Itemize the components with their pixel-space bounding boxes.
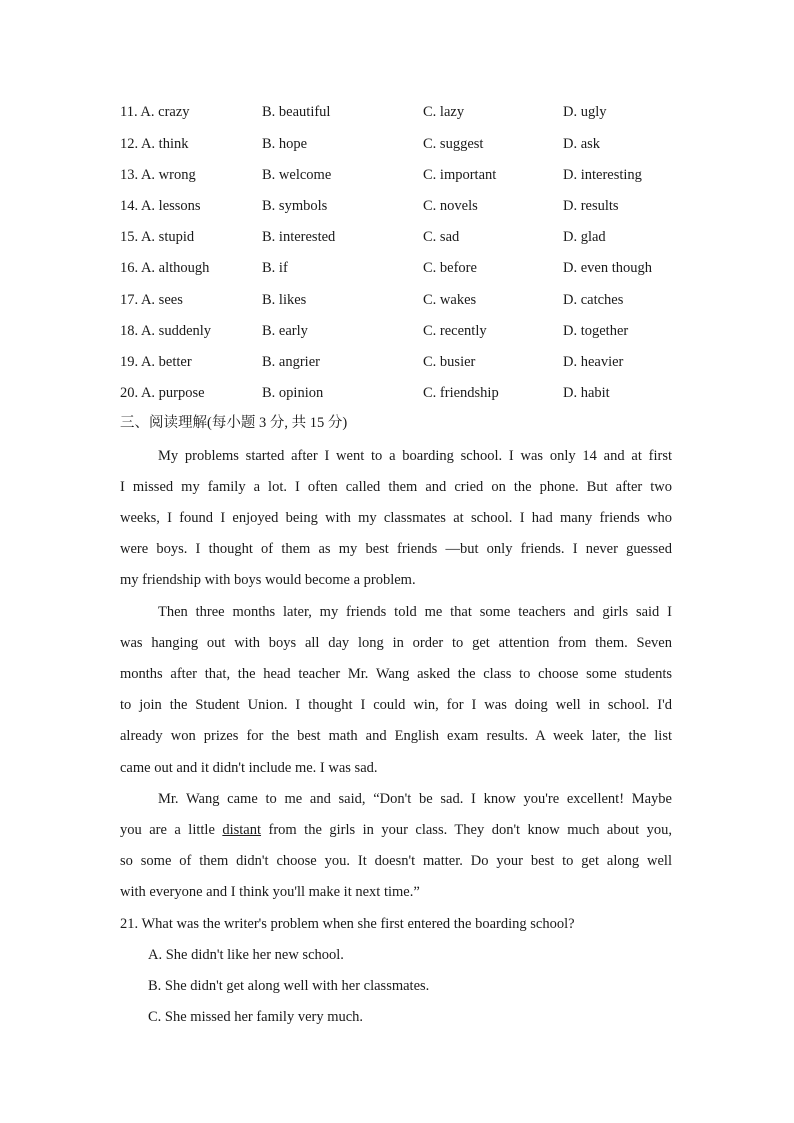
option-b: B. symbols (262, 198, 328, 214)
question-number: 16. (120, 260, 139, 276)
passage-text: you are a little (120, 822, 223, 838)
option-d: D. habit (563, 385, 610, 401)
option-a: A. think (140, 136, 189, 152)
option-a: A. suddenly (140, 323, 212, 339)
option-c: C. recently (423, 323, 487, 339)
option-d: D. results (563, 198, 619, 214)
question-number: 12. (120, 136, 139, 152)
option-row-13 (120, 164, 680, 186)
passage-line: came out and it didn't include me. I was sad. (120, 760, 378, 776)
option-b: B. opinion (262, 385, 324, 401)
option-row-11 (120, 101, 680, 123)
option-d: D. ask (563, 136, 601, 152)
passage-text: from the girls in your class. They don't know much about you, (261, 822, 672, 838)
question-number: 11. (120, 104, 138, 120)
passage-line: weeks, I found I enjoyed being with my classmates at school. I had many friends who (120, 510, 672, 526)
question-number: 17. (120, 292, 139, 308)
option-a: A. sees (140, 292, 183, 308)
option-b: B. beautiful (262, 104, 331, 120)
option-d: D. catches (563, 292, 624, 308)
passage-line: to join the Student Union. I thought I could win, for I was doing well in school. I'd (120, 697, 672, 713)
option-d: D. ugly (563, 104, 607, 120)
passage-line: so some of them didn't choose you. It doesn't matter. Do your best to get along well (120, 853, 672, 869)
underlined-word: distant (222, 822, 262, 838)
option-row-14 (120, 195, 680, 217)
passage-line: were boys. I thought of them as my best friends —but only friends. I never guessed (120, 541, 672, 557)
option-b: B. early (262, 323, 308, 339)
answer-option-b: B. She didn't get along well with her classmates. (148, 978, 430, 994)
option-row-16 (120, 257, 680, 279)
option-c: C. important (423, 167, 497, 183)
option-d: D. interesting (563, 167, 642, 183)
passage-line: with everyone and I think you'll make it next time.” (120, 884, 420, 900)
option-c: C. wakes (423, 292, 477, 308)
passage-line: my friendship with boys would become a problem. (120, 572, 416, 588)
option-row-20 (120, 382, 680, 404)
option-row-17 (120, 289, 680, 311)
option-b: B. hope (262, 136, 308, 152)
option-c: C. friendship (423, 385, 499, 401)
section-title: 三、阅读理解(每小题 3 分, 共 15 分) (120, 415, 348, 431)
question-number: 15. (120, 229, 139, 245)
option-b: B. angrier (262, 354, 320, 370)
option-c: C. busier (423, 354, 476, 370)
passage-line: My problems started after I went to a boarding school. I was only 14 and at first (158, 448, 672, 464)
option-row-19 (120, 351, 680, 373)
question-stem: 21. What was the writer's problem when she first entered the boarding school? (120, 916, 575, 932)
option-a: A. stupid (140, 229, 195, 245)
option-a: A. lessons (140, 198, 201, 214)
passage-line (120, 819, 672, 841)
question-number: 14. (120, 198, 139, 214)
passage-line: Mr. Wang came to me and said, “Don't be sad. I know you're excellent! Maybe (158, 791, 672, 807)
option-a: A. purpose (140, 385, 205, 401)
option-c: C. before (423, 260, 477, 276)
option-a: A. crazy (140, 104, 190, 120)
option-b: B. likes (262, 292, 307, 308)
option-c: C. lazy (423, 104, 465, 120)
passage-line: months after that, the head teacher Mr. Wang asked the class to choose some students (120, 666, 672, 682)
passage-line: was hanging out with boys all day long in order to get attention from them. Seven (120, 635, 672, 651)
question-number: 13. (120, 167, 139, 183)
option-a: A. wrong (140, 167, 196, 183)
option-b: B. if (262, 260, 288, 276)
option-c: C. novels (423, 198, 478, 214)
option-d: D. heavier (563, 354, 624, 370)
passage-line: I missed my family a lot. I often called them and cried on the phone. But after two (120, 479, 672, 495)
answer-option-c: C. She missed her family very much. (148, 1009, 364, 1025)
option-b: B. interested (262, 229, 336, 245)
passage-line: already won prizes for the best math and English exam results. A week later, the list (120, 728, 672, 744)
option-row-12 (120, 133, 680, 155)
option-c: C. suggest (423, 136, 484, 152)
option-row-15 (120, 226, 680, 248)
question-number: 19. (120, 354, 139, 370)
option-d: D. together (563, 323, 629, 339)
option-row-18 (120, 320, 680, 342)
question-number: 20. (120, 385, 139, 401)
option-c: C. sad (423, 229, 460, 245)
option-d: D. even though (563, 260, 652, 276)
answer-option-a: A. She didn't like her new school. (148, 947, 344, 963)
option-b: B. welcome (262, 167, 332, 183)
question-number: 18. (120, 323, 139, 339)
option-a: A. better (140, 354, 192, 370)
option-d: D. glad (563, 229, 606, 245)
passage-line: Then three months later, my friends told me that some teachers and girls said I (158, 604, 672, 620)
option-a: A. although (140, 260, 210, 276)
